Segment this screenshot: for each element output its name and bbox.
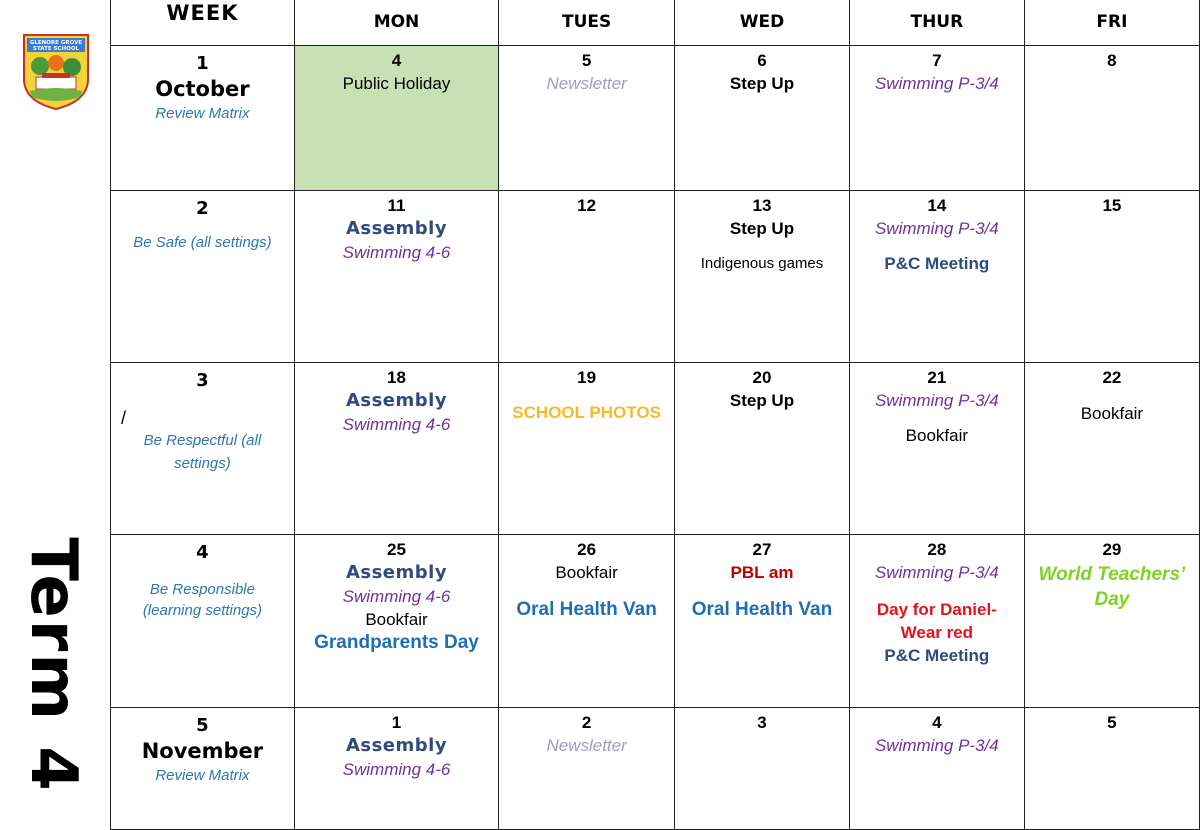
day-cell bbox=[294, 708, 498, 830]
week-number: 2 bbox=[196, 198, 209, 219]
day-cell bbox=[849, 363, 1024, 535]
day-cell bbox=[499, 708, 675, 830]
day-date: 4 bbox=[932, 713, 942, 732]
svg-text:STATE SCHOOL: STATE SCHOOL bbox=[33, 46, 79, 52]
month-label: October bbox=[155, 77, 250, 101]
week-number: 5 bbox=[196, 715, 209, 736]
header-tue: TUES bbox=[499, 0, 675, 46]
event: Assembly bbox=[345, 735, 448, 756]
day-date: 26 bbox=[577, 540, 597, 559]
term-calendar bbox=[110, 0, 1200, 830]
week-cell bbox=[111, 535, 295, 708]
day-date: 25 bbox=[387, 540, 406, 559]
slash-mark: / bbox=[121, 408, 127, 428]
day-cell bbox=[499, 363, 675, 535]
school-crest-logo bbox=[22, 33, 90, 111]
event: Indigenous games bbox=[700, 255, 824, 272]
event: P&C Meeting bbox=[884, 646, 990, 665]
event: Newsletter bbox=[546, 736, 627, 755]
event: Wear red bbox=[900, 623, 974, 642]
week-cell bbox=[111, 191, 295, 363]
day-date: 14 bbox=[927, 196, 947, 215]
week-focus: Review Matrix bbox=[155, 767, 250, 784]
day-date: 4 bbox=[391, 51, 402, 70]
header-row bbox=[111, 0, 1200, 46]
event: Oral Health Van bbox=[516, 599, 657, 620]
header-wed: WED bbox=[675, 0, 850, 46]
day-cell bbox=[849, 46, 1024, 191]
day-date: 2 bbox=[581, 713, 592, 732]
week-focus: Be Respectful (all settings) bbox=[143, 432, 262, 472]
day-cell bbox=[849, 708, 1024, 830]
day-date: 12 bbox=[577, 196, 597, 215]
day-cell bbox=[1024, 191, 1199, 363]
day-date: 8 bbox=[1107, 51, 1117, 70]
day-date: 13 bbox=[752, 196, 772, 215]
day-cell bbox=[1024, 535, 1199, 708]
event: Bookfair bbox=[365, 610, 428, 629]
event: Swimming P-3/4 bbox=[874, 391, 999, 410]
event: Step Up bbox=[729, 391, 795, 410]
week-cell bbox=[111, 363, 295, 535]
event: Bookfair bbox=[555, 563, 618, 582]
event: Swimming 4-6 bbox=[342, 587, 451, 606]
day-date: 5 bbox=[581, 51, 592, 70]
event: Newsletter bbox=[546, 74, 627, 93]
week-row bbox=[111, 46, 1200, 191]
day-cell bbox=[294, 535, 498, 708]
event: Swimming P-3/4 bbox=[874, 563, 999, 582]
day-cell bbox=[675, 191, 850, 363]
term-label: Term 4 bbox=[16, 537, 90, 793]
day-cell bbox=[499, 191, 675, 363]
event: P&C Meeting bbox=[884, 254, 990, 273]
day-cell bbox=[675, 708, 850, 830]
day-cell bbox=[1024, 708, 1199, 830]
day-date: 27 bbox=[752, 540, 772, 559]
event: Grandparents Day bbox=[314, 632, 479, 653]
header-week: WEEK bbox=[111, 0, 295, 46]
event: Step Up bbox=[729, 74, 795, 93]
day-cell bbox=[1024, 363, 1199, 535]
day-date: 11 bbox=[387, 196, 406, 215]
day-date: 15 bbox=[1102, 196, 1122, 215]
event: Swimming 4-6 bbox=[342, 760, 451, 779]
week-row bbox=[111, 363, 1200, 535]
month-label: November bbox=[141, 739, 264, 763]
svg-text:GLENORE GROVE: GLENORE GROVE bbox=[29, 40, 83, 46]
day-date: 18 bbox=[387, 368, 406, 387]
event: Step Up bbox=[729, 219, 795, 238]
day-date: 20 bbox=[752, 368, 772, 387]
week-focus: Be Safe (all settings) bbox=[133, 234, 272, 251]
event: Assembly bbox=[345, 562, 448, 583]
event: Bookfair bbox=[1080, 404, 1144, 423]
event: Day for Daniel- bbox=[876, 600, 997, 619]
day-date: 3 bbox=[757, 713, 767, 732]
day-date: 22 bbox=[1102, 368, 1122, 387]
event: Swimming 4-6 bbox=[342, 415, 451, 434]
day-cell bbox=[499, 46, 675, 191]
week-number: 4 bbox=[196, 542, 209, 563]
event: Swimming P-3/4 bbox=[874, 219, 999, 238]
event: Assembly bbox=[345, 390, 448, 411]
day-cell bbox=[1024, 46, 1199, 191]
sidebar bbox=[0, 0, 110, 823]
event: PBL am bbox=[730, 563, 794, 582]
header-fri: FRI bbox=[1024, 0, 1199, 46]
day-cell bbox=[294, 46, 498, 191]
day-date: 5 bbox=[1107, 713, 1117, 732]
day-cell bbox=[849, 191, 1024, 363]
day-date: 6 bbox=[757, 51, 767, 70]
event: Swimming P-3/4 bbox=[874, 736, 999, 755]
week-focus: Review Matrix bbox=[155, 105, 250, 122]
header-mon: MON bbox=[294, 0, 498, 46]
day-date: 28 bbox=[927, 540, 947, 559]
day-date: 21 bbox=[927, 368, 947, 387]
day-date: 7 bbox=[932, 51, 942, 70]
day-cell bbox=[675, 363, 850, 535]
event: Day bbox=[1094, 589, 1130, 610]
week-cell bbox=[111, 708, 295, 830]
event: Swimming 4-6 bbox=[342, 243, 451, 262]
day-cell bbox=[675, 535, 850, 708]
day-cell bbox=[499, 535, 675, 708]
week-row bbox=[111, 191, 1200, 363]
day-cell bbox=[294, 191, 498, 363]
day-cell bbox=[849, 535, 1024, 708]
event: Swimming P-3/4 bbox=[874, 74, 999, 93]
week-row bbox=[111, 708, 1200, 830]
event: Assembly bbox=[345, 218, 448, 239]
week-number: 1 bbox=[196, 53, 209, 74]
event: Oral Health Van bbox=[691, 599, 833, 620]
day-date: 19 bbox=[577, 368, 597, 387]
event: World Teachers’ bbox=[1038, 564, 1186, 585]
week-number: 3 bbox=[196, 370, 209, 391]
week-row bbox=[111, 535, 1200, 708]
week-focus: Be Responsible (learning settings) bbox=[142, 581, 263, 619]
day-date: 1 bbox=[391, 713, 402, 732]
event: Public Holiday bbox=[342, 74, 451, 93]
week-cell bbox=[111, 46, 295, 191]
day-cell bbox=[294, 363, 498, 535]
event: Bookfair bbox=[905, 426, 969, 445]
event: SCHOOL PHOTOS bbox=[512, 403, 661, 422]
day-date: 29 bbox=[1102, 540, 1122, 559]
header-thu: THUR bbox=[849, 0, 1024, 46]
day-cell bbox=[675, 46, 850, 191]
